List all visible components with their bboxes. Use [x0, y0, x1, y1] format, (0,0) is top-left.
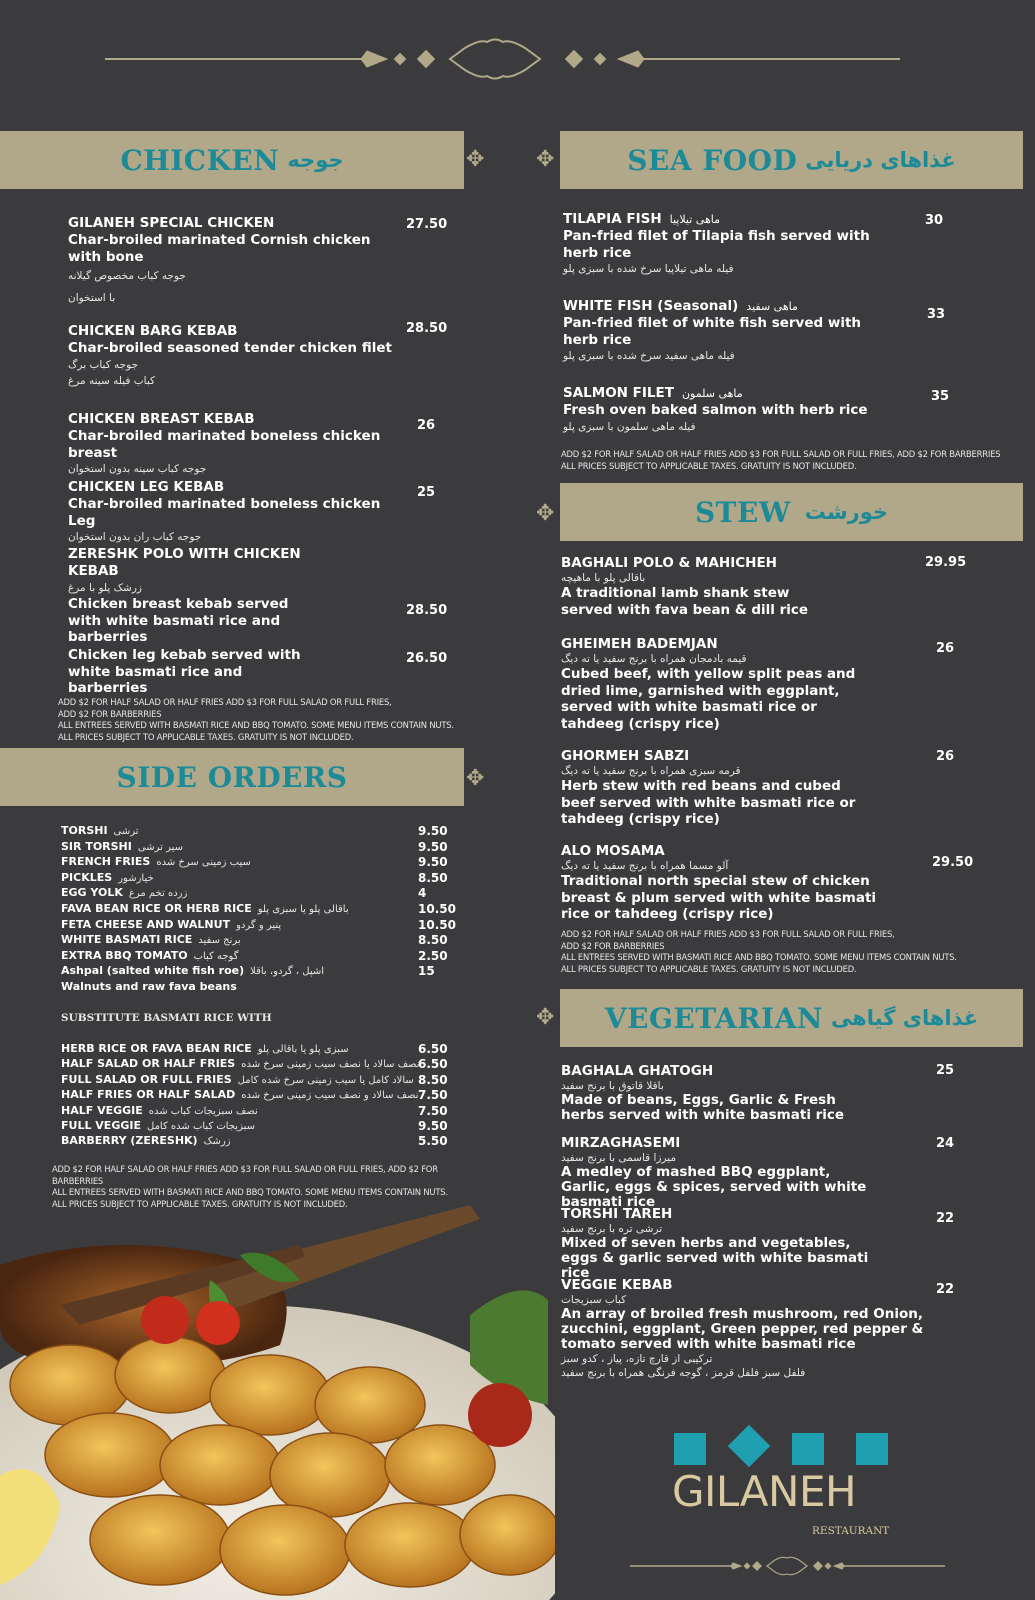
item-desc: A medley of mashed BBQ eggplant, Garlic, eggs & spices, served with white basmati rice [561, 1164, 867, 1210]
side-order-price: 10.50 [418, 902, 456, 916]
side-order-name-fa: سیر ترشی [137, 841, 183, 853]
logo-square-icon [674, 1433, 706, 1465]
stew-title: STEW [694, 495, 791, 529]
item-desc: Pan-fried filet of white fish served with herb rice [563, 315, 862, 348]
side-order-row [61, 871, 461, 886]
item-price: 28.50 [406, 321, 448, 336]
item-price: 25 [417, 485, 436, 500]
stew-note: ADD $2 FOR HALF SALAD OR HALF FRIES ADD $3 FOR FULL SALAD OR FULL FRIES, ADD $2 FOR BARBERRIES ALL ENTREES SERVED WITH BASMATI RICE AND BBQ TOMATO. SOME MENU ITEMS CONTAIN NUTS. ALL PRICES SUBJECT TO APPLICABLE TAXES. GRATUITY IS NOT INCLUDED. [561, 929, 957, 974]
seafood-title: SEA FOOD [627, 143, 798, 177]
substitute-title: SUBSTITUTE BASMATI RICE WITH [61, 1012, 272, 1024]
side-order-name: HALF FRIES OR HALF SALAD [61, 1088, 236, 1102]
item-desc: Chicken leg kebab served with white basmati rice and barberries [68, 647, 301, 696]
side-order-row [61, 1088, 461, 1103]
item-desc: Char-broiled marinated Cornish chicken with bone [68, 232, 371, 265]
logo [660, 1425, 900, 1545]
side-order-row [61, 964, 461, 979]
side-order-price: 9.50 [418, 1119, 448, 1133]
item-price: 26 [936, 641, 955, 656]
side-order-price: 8.50 [418, 933, 448, 948]
item-price: 27.50 [406, 217, 448, 232]
item-name: BAGHALI POLO & MAHICHEH [561, 555, 777, 571]
side-order-row [61, 1119, 461, 1134]
side-order-price: 6.50 [418, 1057, 448, 1072]
chicken-title-fa: جوجه [287, 148, 344, 172]
side-orders-header [0, 748, 464, 806]
side-order-price: 10.50 [418, 917, 456, 932]
item-name-fa: جوجه کباب ران بدون استخوان [68, 531, 202, 543]
item-name-fa: کباب سبزیجات [561, 1294, 627, 1306]
item-price: 33 [927, 307, 946, 322]
menu-item [68, 323, 408, 389]
logo-square-icon [792, 1433, 824, 1465]
side-order-price: 9.50 [418, 839, 448, 854]
stew-header [560, 483, 1023, 541]
item-name-fa: ماهی سفید [746, 300, 798, 313]
item-name-fa: زرشک پلو با مرغ [68, 582, 142, 594]
seafood-header [560, 131, 1023, 189]
item-price: 26.50 [406, 651, 448, 666]
item-name-fa: میرزا قاسمی با برنج سفید [561, 1152, 677, 1164]
item-desc-fa: فیله ماهی سلمون با سبزی پلو [563, 420, 696, 433]
item-name: GHEIMEH BADEMJAN [561, 636, 718, 652]
side-order-name: HALF VEGGIE [61, 1103, 143, 1117]
side-order-row [61, 824, 461, 839]
item-name: GHORMEH SABZI [561, 748, 690, 764]
side-order-name-fa: ترشی [113, 826, 139, 837]
menu-item [68, 546, 318, 646]
side-order-row [61, 1057, 461, 1072]
item-name-fa: قرمه سبزی همراه با برنج سفید یا ته دیگ [561, 765, 741, 777]
item-desc-fa: فیله ماهی سفید سرخ شده با سبزی پلو [563, 350, 735, 362]
side-order-price: 7.50 [418, 1103, 448, 1118]
side-order-name-fa: سبزیجات کباب شده کامل [147, 1121, 255, 1132]
item-name-fa: جوجه کباب برگ کباب فیله سینه مرغ [68, 358, 156, 387]
side-order-row [61, 1042, 461, 1057]
side-order-name-fa: نصف سالاد و نصف سیب زمینی سرخ شده [241, 1090, 419, 1102]
side-order-row [61, 1134, 461, 1149]
item-price: 28.50 [406, 603, 448, 618]
menu-item [561, 636, 861, 732]
menu-item [561, 748, 861, 828]
item-desc: Fresh oven baked salmon with herb rice [563, 402, 868, 418]
side-order-name: TORSHI [61, 824, 108, 837]
item-desc: Char-broiled marinated boneless chicken Leg [68, 496, 381, 529]
side-order-name: HERB RICE OR FAVA BEAN RICE [61, 1042, 252, 1055]
food-photo [0, 1205, 555, 1600]
flourish-icon: ✥ [536, 501, 555, 526]
side-order-row [61, 1073, 461, 1088]
side-order-name-fa: اشپل ، گردو، باقلا [250, 966, 325, 978]
item-name-fa: جوجه کباب مخصوص گیلانه با استخوان [68, 270, 186, 304]
side-order-name-fa: گوجه کباب [193, 950, 239, 962]
item-desc: Made of beans, Eggs, Garlic & Fresh herbs served with white basmati rice [561, 1092, 845, 1123]
menu-item [563, 211, 893, 277]
flourish-icon: ✥ [536, 1005, 555, 1030]
side-order-name: SIR TORSHI [61, 839, 132, 853]
item-price: 22 [936, 1282, 955, 1297]
item-name-fa: ماهی تیلاپیا [669, 213, 721, 226]
side-order-name-fa: برنج سفید [198, 935, 241, 947]
bottom-ornament [630, 1554, 945, 1578]
item-name: GILANEH SPECIAL CHICKEN [68, 215, 275, 231]
side-order-name: PICKLES [61, 870, 113, 884]
item-name: SALMON FILET [563, 385, 674, 401]
item-desc: Pan-fried filet of Tilapia fish served with herb rice [563, 228, 870, 261]
item-desc: Chicken breast kebab served with white basmati rice and barberries [68, 596, 289, 645]
item-name: TORSHI TAREH [561, 1206, 673, 1222]
menu-item [563, 298, 893, 364]
item-price: 26 [936, 749, 955, 764]
side-order-name-fa: زرده تخم مرغ [128, 888, 188, 900]
logo-subtitle: RESTAURANT [812, 1525, 890, 1537]
item-name: CHICKEN LEG KEBAB [68, 479, 225, 495]
side-orders-title: SIDE ORDERS [116, 760, 348, 794]
item-name-fa: جوجه کباب سینه بدون استخوان [68, 463, 207, 475]
side-order-price: 9.50 [418, 855, 448, 870]
stew-title-fa: خورشت [804, 500, 889, 524]
side-order-price: 8.50 [418, 1072, 448, 1087]
item-name: VEGGIE KEBAB [561, 1277, 673, 1293]
side-order-name-fa: سبزی پلو یا باقالی پلو [257, 1044, 349, 1055]
chicken-title: CHICKEN [120, 143, 280, 177]
side-order-name-fa: خیارشور [118, 872, 154, 884]
seafood-note: ADD $2 FOR HALF SALAD OR HALF FRIES ADD $3 FOR FULL SALAD OR FULL FRIES, ADD $2 FOR BARBERRIES ALL PRICES SUBJECT TO APPLICABLE TAXES. GRATUITY IS NOT INCLUDED. [561, 449, 1001, 471]
item-price: 26 [417, 418, 436, 433]
logo-diamond-icon [728, 1425, 770, 1467]
menu-item [563, 385, 903, 435]
side-order-row [61, 980, 461, 995]
side-order-price: 6.50 [418, 1042, 448, 1056]
side-order-name-fa: سالاد کامل یا سیب زمینی سرخ شده کامل [237, 1074, 414, 1086]
side-order-name: Ashpal (salted white fish roe) [61, 964, 245, 978]
side-order-price: 9.50 [418, 824, 448, 838]
side-order-price: 2.50 [418, 948, 448, 963]
side-order-name: Walnuts and raw fava beans [61, 980, 237, 993]
flourish-icon: ✥ [536, 147, 555, 172]
side-order-price: 15 [418, 964, 435, 979]
item-name-fa: باقلا قاتوق با برنج سفید [561, 1080, 664, 1092]
side-order-name-fa: باقالی پلو یا سبزی پلو [257, 904, 349, 915]
item-desc-fa: فیله ماهی تیلاپیا سرخ شده با سبزی پلو [563, 263, 734, 275]
side-order-name: FRENCH FRIES [61, 855, 151, 869]
menu-item [68, 215, 398, 309]
menu-item [561, 843, 881, 923]
item-desc: A traditional lamb shank stew served with fava bean & dill rice [561, 585, 809, 618]
item-name: BAGHALA GHATOGH [561, 1063, 714, 1079]
side-order-name: FULL SALAD OR FULL FRIES [61, 1072, 232, 1086]
side-order-name: BARBERRY (ZERESHK) [61, 1134, 198, 1148]
item-desc: Char-broiled seasoned tender chicken filet [68, 340, 392, 356]
side-order-price: 7.50 [418, 1088, 448, 1103]
flourish-icon: ✥ [466, 147, 485, 172]
item-desc: Char-broiled marinated boneless chicken breast [68, 428, 381, 461]
item-name-fa: ترشی تره با برنج سفید [561, 1223, 663, 1235]
side-order-name-fa: زرشک [203, 1136, 231, 1148]
item-name: ZERESHK POLO WITH CHICKEN KEBAB [68, 546, 301, 579]
item-name: WHITE FISH (Seasonal) [563, 298, 739, 314]
item-name: ALO MOSAMA [561, 843, 665, 859]
item-desc: Traditional north special stew of chicken breast & plum served with white basmati rice or tahdeeg (crispy rice) [561, 873, 877, 922]
item-desc-fa: ترکیبی از قارچ تازه، پیاز ، کدو سبز فلفل سبز فلفل قرمز ، گوجه فرنگی همراه با برنج سفید [561, 1353, 806, 1379]
item-name: TILAPIA FISH [563, 211, 662, 227]
side-order-name-fa: پنیر و گردو [236, 919, 282, 931]
menu-item [561, 1135, 881, 1210]
side-order-price: 4 [418, 886, 427, 901]
item-desc: Mixed of seven herbs and vegetables, eggs & garlic served with white basmati rice [561, 1235, 869, 1281]
item-desc: An array of broiled fresh mushroom, red Onion, zucchini, eggplant, Green pepper, red pepper & tomato served with white basmati rice [561, 1306, 924, 1352]
item-name: CHICKEN BREAST KEBAB [68, 411, 255, 427]
item-name-fa: ماهی سلمون [681, 387, 743, 400]
side-order-row [61, 918, 461, 933]
side-order-name-fa: نصف سالاد یا نصف سیب زمینی سرخ شده [241, 1059, 420, 1071]
menu-item [561, 1063, 861, 1123]
menu-item [561, 1277, 971, 1380]
item-price: 24 [936, 1136, 955, 1151]
menu-item [561, 1206, 881, 1281]
item-price: 22 [936, 1211, 955, 1226]
side-order-name: EGG YOLK [61, 886, 123, 900]
side-order-row [61, 855, 461, 870]
side-order-row [61, 902, 461, 917]
vegetarian-header [560, 989, 1023, 1047]
item-price: 29.50 [932, 855, 974, 870]
item-price: 35 [931, 389, 950, 404]
side-order-price: 5.50 [418, 1134, 448, 1149]
item-name: MIRZAGHASEMI [561, 1135, 681, 1151]
logo-square-icon [856, 1433, 888, 1465]
side-order-name: FULL VEGGIE [61, 1119, 141, 1132]
side-order-name-fa: نصف سبزیجات کباب شده [148, 1105, 258, 1117]
top-ornament [105, 34, 900, 84]
chicken-note: ADD $2 FOR HALF SALAD OR HALF FRIES ADD $3 FOR FULL SALAD OR FULL FRIES, ADD $2 FOR BARBERRIES ALL ENTREES SERVED WITH BASMATI RICE AND BBQ TOMATO. SOME MENU ITEMS CONTAIN NUTS. ALL PRICES SUBJECT TO APPLICABLE TAXES. GRATUITY IS NOT INCLUDED. [58, 697, 454, 742]
side-orders-note: ADD $2 FOR HALF SALAD OR HALF FRIES ADD $3 FOR FULL SALAD OR FULL FRIES, ADD $2 FOR BARBERRIES ALL ENTREES SERVED WITH BASMATI RICE AND BBQ TOMATO. SOME MENU ITEMS CONTAIN NUTS. ALL PRICES SUBJECT TO APPLICABLE TAXES. GRATUITY IS NOT INCLUDED. [52, 1164, 448, 1209]
side-order-price: 8.50 [418, 870, 448, 885]
menu-item [68, 411, 428, 477]
item-name: CHICKEN BARG KEBAB [68, 323, 238, 339]
flourish-icon: ✥ [466, 766, 485, 791]
item-desc: Cubed beef, with yellow split peas and dried lime, garnished with eggplant, served with white basmati rice or tahdeeg (crispy rice) [561, 666, 856, 732]
side-order-name: HALF SALAD OR HALF FRIES [61, 1057, 236, 1071]
item-desc: Herb stew with red beans and cubed beef served with white basmati rice or tahdeeg (crispy rice) [561, 778, 856, 827]
seafood-title-fa: غذاهای دریایی [805, 148, 956, 172]
item-name-fa: آلو مسما همراه با برنج سفید یا ته دیگ [561, 860, 729, 872]
item-price: 29.95 [925, 555, 967, 570]
logo-name: GILANEH [672, 1467, 857, 1516]
side-order-name: FAVA BEAN RICE OR HERB RICE [61, 902, 252, 915]
vegetarian-title: VEGETARIAN [604, 1001, 823, 1035]
item-name-fa: قیمه بادمجان همراه با برنج سفید یا ته دیگ [561, 653, 747, 665]
item-price: 30 [925, 213, 944, 228]
side-order-row [61, 886, 461, 901]
menu-item [68, 479, 408, 545]
menu-item [68, 647, 318, 697]
side-order-name: WHITE BASMATI RICE [61, 933, 193, 947]
side-order-row [61, 949, 461, 964]
side-order-row [61, 1104, 461, 1119]
side-order-row [61, 933, 461, 948]
side-order-name-fa: سیب زمینی سرخ شده [156, 857, 251, 869]
menu-item [561, 555, 841, 618]
side-order-name: FETA CHEESE AND WALNUT [61, 917, 231, 931]
item-name-fa: باقالی پلو با ماهیچه [561, 572, 646, 584]
side-order-name: EXTRA BBQ TOMATO [61, 948, 188, 962]
side-order-row [61, 840, 461, 855]
vegetarian-title-fa: غذاهای گیاهی [830, 1006, 979, 1030]
item-price: 25 [936, 1063, 955, 1078]
chicken-header [0, 131, 464, 189]
